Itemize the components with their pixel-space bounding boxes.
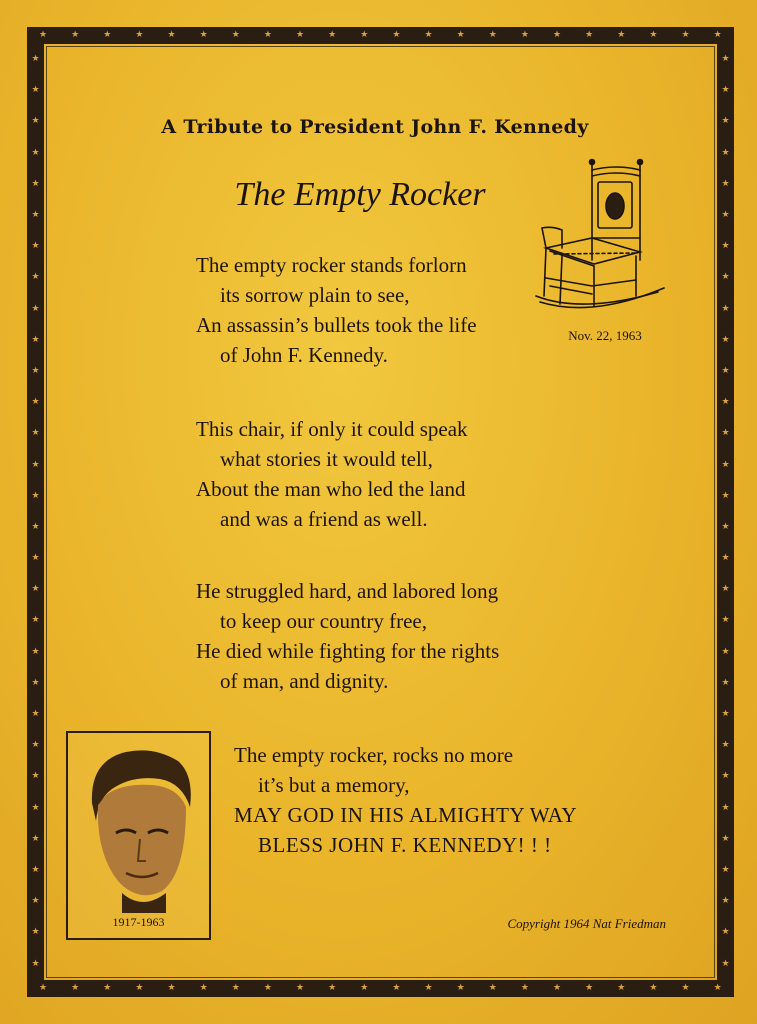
star-icon: ★: [263, 983, 272, 993]
star-icon: ★: [649, 30, 658, 40]
star-icon: ★: [31, 397, 40, 408]
star-icon: ★: [713, 30, 722, 40]
poem-line: He struggled hard, and labored long: [196, 579, 499, 603]
star-icon: ★: [231, 983, 240, 993]
star-icon: ★: [31, 771, 40, 782]
star-icon: ★: [721, 802, 730, 813]
star-icon: ★: [199, 983, 208, 993]
star-icon: ★: [721, 740, 730, 751]
star-icon: ★: [721, 864, 730, 875]
poem-line: to keep our country free,: [220, 609, 427, 633]
star-icon: ★: [721, 147, 730, 158]
star-icon: ★: [39, 983, 48, 993]
star-icon: ★: [31, 272, 40, 283]
star-icon: ★: [31, 802, 40, 813]
star-icon: ★: [721, 927, 730, 938]
star-icon: ★: [31, 833, 40, 844]
poem-line: The empty rocker, rocks no more: [234, 743, 514, 767]
star-icon: ★: [721, 958, 730, 969]
star-icon: ★: [231, 30, 240, 40]
portrait-frame: [66, 731, 211, 940]
star-icon: ★: [721, 646, 730, 657]
star-icon: ★: [135, 30, 144, 40]
star-icon: ★: [721, 428, 730, 439]
star-icon: ★: [31, 85, 40, 96]
star-icon: ★: [263, 30, 272, 40]
star-icon: ★: [31, 54, 40, 65]
star-icon: ★: [456, 983, 465, 993]
rocker-date-caption: Nov. 22, 1963: [568, 328, 642, 343]
star-border-bottom: [27, 980, 734, 997]
copyright-notice: Copyright 1964 Nat Friedman: [507, 916, 666, 931]
poem-line: of man, and dignity.: [220, 669, 389, 693]
star-icon: ★: [328, 983, 337, 993]
star-icon: ★: [721, 490, 730, 501]
stanza-2: [196, 414, 468, 534]
poem-line: About the man who led the land: [196, 477, 466, 501]
star-icon: ★: [553, 30, 562, 40]
star-icon: ★: [721, 334, 730, 345]
star-icon: ★: [31, 958, 40, 969]
poem-line: its sorrow plain to see,: [220, 283, 410, 307]
star-icon: ★: [721, 116, 730, 127]
star-icon: ★: [392, 983, 401, 993]
star-icon: ★: [103, 30, 112, 40]
star-icon: ★: [31, 615, 40, 626]
star-icon: ★: [31, 553, 40, 564]
star-icon: ★: [296, 983, 305, 993]
star-icon: ★: [721, 553, 730, 564]
star-border-right: [717, 44, 734, 980]
star-icon: ★: [713, 983, 722, 993]
star-icon: ★: [360, 983, 369, 993]
star-icon: ★: [167, 30, 176, 40]
star-icon: ★: [71, 983, 80, 993]
poem-line: what stories it would tell,: [220, 447, 433, 471]
poem-line-caps: MAY GOD IN HIS ALMIGHTY WAY: [234, 803, 578, 827]
star-icon: ★: [585, 983, 594, 993]
star-icon: ★: [649, 983, 658, 993]
star-icon: ★: [31, 896, 40, 907]
star-icon: ★: [424, 30, 433, 40]
star-icon: ★: [721, 521, 730, 532]
portrait-years-caption: 1917-1963: [112, 915, 165, 929]
portrait-image: [82, 743, 197, 913]
star-icon: ★: [31, 740, 40, 751]
star-icon: ★: [456, 30, 465, 40]
poem-line: of John F. Kennedy.: [220, 343, 388, 367]
star-icon: ★: [681, 983, 690, 993]
star-icon: ★: [199, 30, 208, 40]
star-icon: ★: [31, 864, 40, 875]
star-icon: ★: [585, 30, 594, 40]
poem-line: This chair, if only it could speak: [196, 417, 468, 441]
star-border-top: [27, 27, 734, 44]
star-icon: ★: [721, 584, 730, 595]
star-icon: ★: [721, 272, 730, 283]
star-icon: ★: [103, 983, 112, 993]
star-icon: ★: [424, 983, 433, 993]
star-icon: ★: [31, 365, 40, 376]
star-border-left: [27, 44, 44, 980]
star-icon: ★: [553, 983, 562, 993]
poem-line: An assassin’s bullets took the life: [196, 313, 477, 337]
star-icon: ★: [721, 771, 730, 782]
star-icon: ★: [721, 615, 730, 626]
stanza-3: [196, 576, 499, 696]
star-icon: ★: [721, 833, 730, 844]
star-icon: ★: [520, 30, 529, 40]
star-icon: ★: [31, 428, 40, 439]
star-icon: ★: [135, 983, 144, 993]
star-icon: ★: [31, 210, 40, 221]
star-icon: ★: [721, 709, 730, 720]
star-icon: ★: [31, 584, 40, 595]
star-icon: ★: [617, 983, 626, 993]
star-icon: ★: [31, 646, 40, 657]
star-icon: ★: [721, 210, 730, 221]
star-icon: ★: [721, 459, 730, 470]
star-icon: ★: [721, 397, 730, 408]
poem-line: He died while fighting for the rights: [196, 639, 500, 663]
star-icon: ★: [721, 365, 730, 376]
star-icon: ★: [31, 147, 40, 158]
poem-line-caps: BLESS JOHN F. KENNEDY! ! !: [258, 833, 552, 857]
star-icon: ★: [296, 30, 305, 40]
star-icon: ★: [721, 241, 730, 252]
star-icon: ★: [71, 30, 80, 40]
star-icon: ★: [31, 677, 40, 688]
rocking-chair-icon: [532, 156, 672, 326]
star-icon: ★: [488, 30, 497, 40]
star-icon: ★: [31, 521, 40, 532]
star-icon: ★: [392, 30, 401, 40]
star-icon: ★: [721, 896, 730, 907]
star-icon: ★: [328, 30, 337, 40]
star-icon: ★: [721, 677, 730, 688]
star-icon: ★: [31, 490, 40, 501]
star-icon: ★: [681, 30, 690, 40]
star-icon: ★: [31, 334, 40, 345]
star-icon: ★: [31, 116, 40, 127]
poem-title: The Empty Rocker: [234, 176, 486, 213]
star-icon: ★: [721, 54, 730, 65]
stanza-1: [196, 250, 477, 370]
star-icon: ★: [721, 85, 730, 96]
star-icon: ★: [39, 30, 48, 40]
star-icon: ★: [31, 927, 40, 938]
star-icon: ★: [721, 303, 730, 314]
star-icon: ★: [488, 983, 497, 993]
star-icon: ★: [31, 178, 40, 189]
star-icon: ★: [360, 30, 369, 40]
stanza-4: [234, 740, 577, 860]
star-icon: ★: [31, 709, 40, 720]
tribute-header: A Tribute to President John F. Kennedy: [161, 116, 589, 138]
poem-line: The empty rocker stands forlorn: [196, 253, 467, 277]
poem-line: and was a friend as well.: [220, 507, 428, 531]
star-icon: ★: [31, 241, 40, 252]
star-icon: ★: [167, 983, 176, 993]
star-icon: ★: [721, 178, 730, 189]
star-icon: ★: [31, 303, 40, 314]
star-icon: ★: [520, 983, 529, 993]
poem-line: it’s but a memory,: [258, 773, 410, 797]
star-icon: ★: [617, 30, 626, 40]
star-icon: ★: [31, 459, 40, 470]
